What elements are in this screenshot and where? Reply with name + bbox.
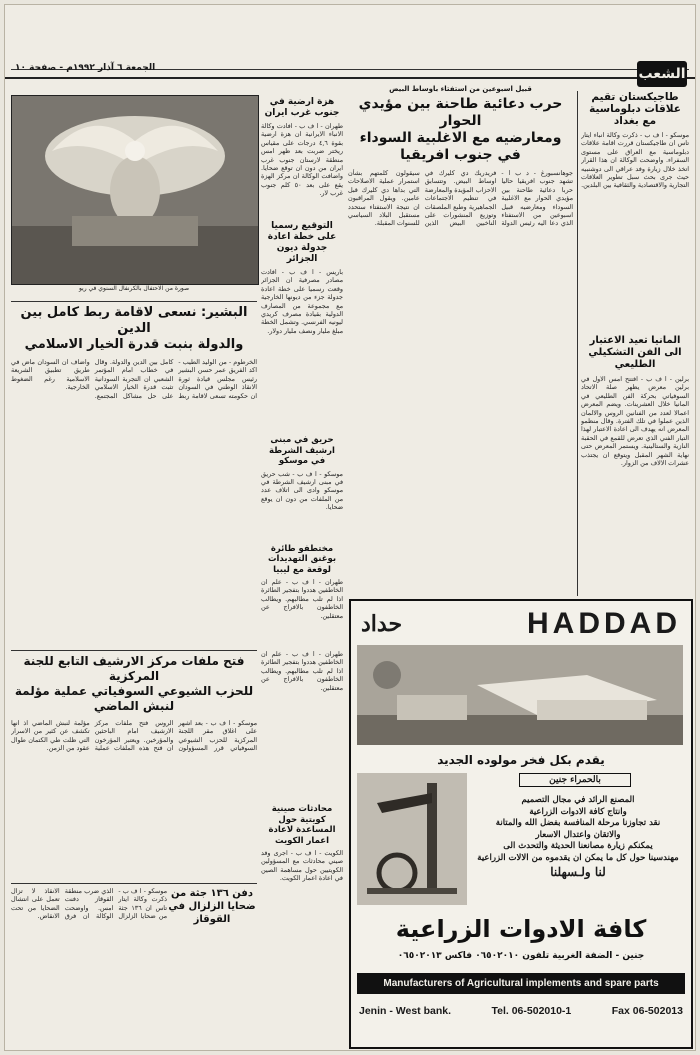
- ad-description-6: مهندسينا حول كل ما يمكن ان يقدموه من الالات الزراعية: [477, 852, 679, 863]
- ad-product-line: بالحمراء جنين: [519, 773, 631, 787]
- ad-address-english: Jenin - West bank.: [359, 1005, 451, 1017]
- ad-description-4: والاتقان واعتدال الاسعار: [535, 829, 621, 840]
- ad-brand-latin: HADDAD: [527, 607, 681, 640]
- carnival-photo: [11, 95, 259, 285]
- bashir-body: الخرطوم - من الوليد الطيب - اكد الفريق عمر حسن البشير رئيس مجلس قيادة ثورة الانقاذ الوطني في السودان ان حكومته تسعى لاقامة ربط كامل بين الدين والدولة. وقال في خطاب امام المؤتمر الشعبي ان التجربة السودانية تثبت قدرة الخيار الاسلامي على حل مشاكل المجتمع. واضاف ان السودان ماض في طريق تطبيق الشريعة الاسلامية رغم الضغوط الخارجية.: [11, 358, 257, 400]
- main-kicker: قبيل اسبوعين من استفتاء باوساط البيض: [389, 85, 532, 93]
- body-germany-art: برلين - ا ف ب - افتتح امس الاول في برلين معرض يظهر صلة الاتحاد السوفياتي بحركة الفن الطليعي في المانيا خلال العشرينات. ويضم المعرض اعمالا لعدد من الفنانين الروس والالمان الذين عملوا في تلك الفترة. وقال منظمو المعرض انه يهدف الى اعادة الاعتبار لهذا التيار الفني الذي تعرض للقمع في الحقبة النازية والستالينية. ويستمر المعرض حتى نهاية الشهر المقبل ويتوقع ان يجتذب عشرات الالاف من الزوار.: [581, 375, 689, 468]
- ad-tagline: يقدم بكل فخر مولوده الجديد: [437, 753, 605, 767]
- body-china-kuwait: الكويت - ا ف ب - اجرى وفد صيني محادثات مع المسؤولين الكويتيين حول مساهمة الصين في اعادة اعمار الكويت.: [261, 849, 343, 883]
- main-headline-line1: حرب دعائية طاحنة بين مؤيدي الحوار: [358, 96, 563, 129]
- column-china-kuwait: [261, 650, 343, 1040]
- carnival-photo-graphic: [12, 96, 258, 284]
- bashir-story: [11, 301, 257, 646]
- ad-address-arabic: جنين - الضفة الغربية تلفون ٠٦٥٠٢٠١٠ فاكس ٠٦٥٠٢٠١٣: [397, 951, 645, 961]
- newspaper-page: [4, 4, 696, 1051]
- main-headline-line2: ومعارضيه مع الاغلبية السوداء في جنوب افريقيا: [359, 130, 562, 163]
- main-story: [348, 85, 573, 595]
- ad-slogan: لنا ولـسهلنا: [550, 865, 606, 879]
- bashir-headline-line2: والدولة بنبت قدرة الخيار الاسلامي: [24, 337, 244, 352]
- ad-fax: Fax 06-502013: [611, 1005, 683, 1017]
- photo-caption: صورة من الاحتفال بالكرنفال السنوي في ريو: [78, 285, 190, 292]
- body-moscow-fire: موسكو - ا ف ب - شب حريق في مبنى ارشيف الشرطة في موسكو وادى الى اتلاف عدد من الملفات من دون ان يوقع ضحايا.: [261, 469, 343, 512]
- main-body: جوهانسبورغ - د ب ا - تشهد جنوب افريقيا حاليا حربا دعائية طاحنة بين مؤيدي الحوار مع الاغلبية السوداء ومعارضيه قبيل اسبوعين من الاستفتاء الذي دعا اليه رئيس الدولة فريدريك دي كليرك في اوساط البيض. وتتسابق الاحزاب المؤيدة والمعارضة في تنظيم الاجتماعات الجماهيرية وطبع الملصقات وتوزيع المنشورات على الناخبين البيض الذين سيقولون كلمتهم بشأن استمرار عملية الاصلاحات التي بداها دي كليرك قبل عامين. ويقول المراقبون ان نتيجة الاستفتاء ستحدد مستقبل البلاد السياسي للسنوات المقبلة.: [348, 169, 573, 228]
- body-hijack-cont: طهران - ا ف ب - علم ان الخاطفين هددوا بتفجير الطائرة اذا لم تلب مطالبهم. ويطالب الخاطفون بالافراج عن معتقلين.: [261, 650, 343, 692]
- earthquake-body: موسكو - ا ف ب - ذكرت وكالة ايتار تاس ان ١٣٦ جثة من ضحايا الزلزال الذي ضرب منطقة القوقاز دفنت امس. واوضحت الوكالة ان فرق الانقاذ لا تزال تعمل على انتشال الضحايا من تحت الانقاض.: [11, 887, 167, 921]
- headline-germany-art: المانيا تعيد الاعتبار الى الفن التشكيلي الطليعي: [588, 335, 682, 370]
- body-iran-quake: طهران - ا ف ب - افادت وكالة الانباء الايرانية ان هزة ارضية بقوة ٤,٦ درجات على مقياس ريختر ضربت بعد ظهر امس منطقة لارستان جنوب غرب ايران من دون ان توقع ضحايا. واضافت الوكالة ان مركز الهزة يقع على بعد ٥٠ كلم جنوب غرب لار.: [261, 122, 343, 198]
- equipment-photo: [357, 773, 467, 905]
- newspaper-logo: الشعب: [637, 61, 687, 87]
- issue-line: الجمعة ٦ آذار ١٩٩٢م - صفحة ١٠: [15, 63, 156, 73]
- headline-algeria-debt: التوقيع رسميا على خطة اعادة جدولة ديون الجزائر: [267, 221, 337, 264]
- ad-company-english: Manufacturers of Agricultural implements and spare parts: [357, 973, 685, 994]
- column-moscow-fire: [261, 435, 343, 645]
- ad-description-3: نقد تجاوزنا مرحلة المنافسة بفضل الله والمتانة: [495, 818, 661, 828]
- headline-iran-quake: هزة ارضية في جنوب غرب ايران: [264, 97, 340, 118]
- ad-company-arabic: كافة الادوات الزراعية: [395, 915, 647, 943]
- archive-body: موسكو - ا ف ب - بعد اشهر على اغلاق مقر اللجنة المركزية للحزب الشيوعي السوفياتي قرر المسؤولون الروس فتح ملفات مركز الارشيف امام الباحثين والمؤرخين. ويعتبر المؤرخون ان فتح هذه الملفات عملية مؤلمة لنبش الماضي اذ انها تكشف عن كثير من الاسرار التي ظلت طي الكتمان طوال عقود من الزمن.: [11, 719, 257, 753]
- haddad-advertisement: [349, 599, 693, 1049]
- headline-moscow-fire: حريق في مبنى ارشيف الشرطة في موسكو: [269, 435, 335, 466]
- bashir-top-rule: [11, 301, 257, 302]
- body-algeria-debt: باريس - ا ف ب - افادت مصادر مصرفية ان الجزائر وقعت رسميا على خطة اعادة جدولة جزء من ديونها الخارجية مع مجموعة من المصارف الدولية بقيادة مصرف كريدي ليونيه الفرنسي. وتشمل الخطة مبلغ مليار ونصف مليار دولار.: [261, 268, 343, 335]
- earthquake-top-rule: [11, 883, 257, 884]
- ad-description: [473, 795, 683, 879]
- ad-description-2: وانتاج كافة الادوات الزراعية: [529, 806, 627, 817]
- column-tajikistan: [581, 91, 689, 596]
- headline-tajikistan: طاجيكستان تقيم علاقات دبلوماسية مع بغداد: [589, 91, 681, 127]
- archive-top-rule: [11, 650, 257, 651]
- ad-brand-arabic: حداد: [361, 611, 403, 637]
- body-tajikistan: موسكو - ا ف ب - ذكرت وكالة انباء ايتار تاس ان طاجيكستان قررت اقامة علاقات دبلوماسية مع العراق على مستوى السفراء. واوضحت الوكالة ان هذا القرار اتخذ خلال زيارة وفد عراقي الى دوشنبيه حيث جرى بحث سبل تطوير العلاقات التجارية والاقتصادية والثقافية بين البلدين.: [581, 131, 689, 190]
- equipment-photo-graphic: [357, 773, 467, 905]
- column-iran-algeria: [261, 97, 343, 427]
- earthquake-story: [11, 883, 257, 1043]
- body-hijack: طهران - ا ف ب - علم ان الخاطفين هددوا بتفجير الطائرة اذا لم تلب مطالبهم. ويطالب الخاطفون بالافراج عن معتقلين.: [261, 578, 343, 620]
- ad-contact-row: [359, 1005, 683, 1017]
- ad-tel: Tel. 06-502010-1: [491, 1005, 572, 1017]
- column-rule: [577, 91, 578, 596]
- factory-photo: [357, 645, 683, 745]
- masthead: [5, 5, 695, 82]
- archive-headline-line1: فتح ملفات مركز الارشيف التابع للجنة المركزية: [23, 654, 245, 683]
- headline-china-kuwait: محادثات صينية كويتية حول المساعدة لاعادة اعمار الكويت: [268, 804, 336, 846]
- archive-story: [11, 650, 257, 880]
- headline-hijack: مختطفو طائرة بوغنق التهديدات لوقعة مع ليبيا: [267, 543, 337, 575]
- bashir-headline-line1: البشير: نسعى لاقامة ربط كامل بين الدين: [20, 305, 248, 336]
- earthquake-headline: دفن ١٣٦ جثة من ضحايا الزلزال في القوقاز: [168, 888, 256, 925]
- archive-headline-line2: للحزب الشيوعي السوفياتي عملية مؤلمة لنبش الماضي: [14, 684, 254, 713]
- ad-header: [351, 601, 691, 643]
- factory-photo-graphic: [357, 645, 683, 745]
- ad-description-5: يمكنكم زيارة مصانعنا الحديثة والتحدث الى: [503, 841, 653, 851]
- ad-description-1: المصنع الرائد في مجال التصميم: [521, 795, 635, 805]
